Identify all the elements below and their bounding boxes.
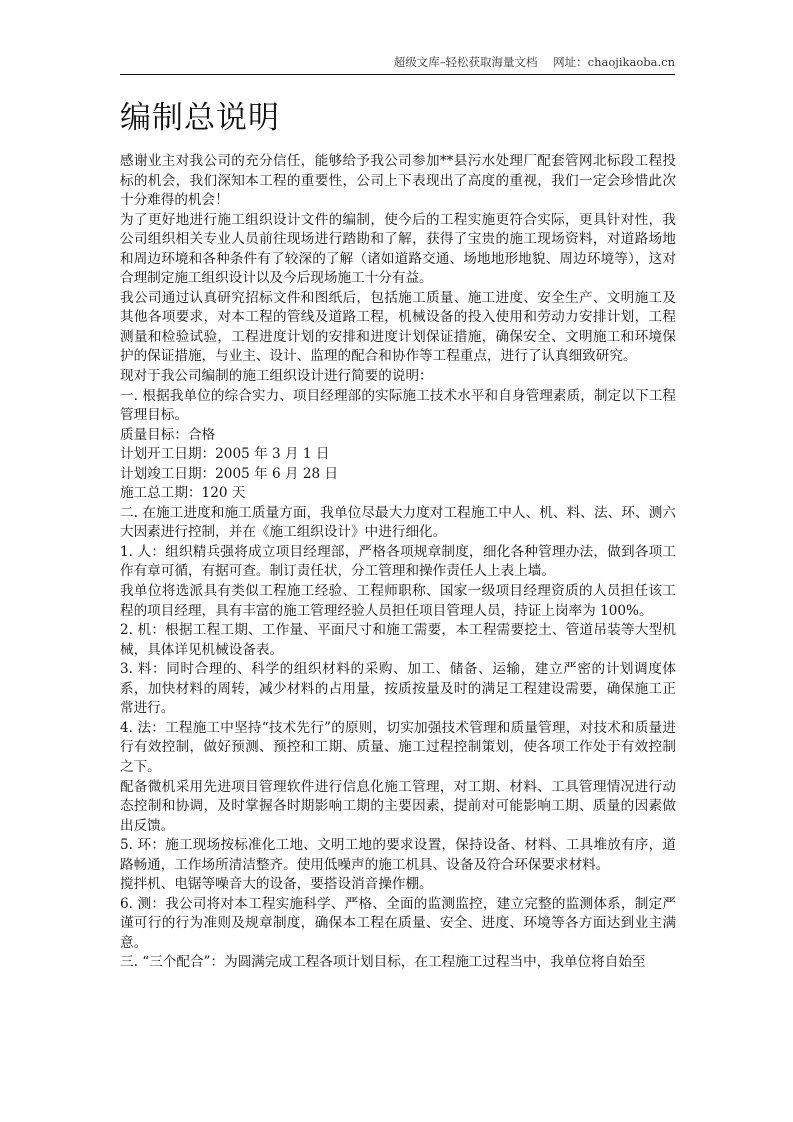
paragraph: 二. 在施工进度和施工质量方面，我单位尽最大力度对工程施工中人、机、料、法、环、测六大因素进行控制，并在《施工组织设计》中进行细化。: [120, 504, 676, 541]
paragraph: 质量目标：合格: [120, 426, 216, 443]
paragraph: 5. 环：施工现场按标准化工地、文明工地的要求设置，保持设备、材料、工具堆放有序，道路畅通，工作场所清洁整齐。使用低噪声的施工机具、设备及符合环保要求材料。: [120, 837, 676, 873]
paragraph: 配备微机采用先进项目管理软件进行信息化施工管理，对工期、材料、工具管理情况进行动态控制和协调，及时掌握各时期影响工期的主要因素，提前对可能影响工期、质量的因素做出反馈。: [120, 778, 676, 834]
paragraph: 1. 人：组织精兵强将成立项目经理部，严格各项规章制度，细化各种管理办法，做到各项工作有章可循，有据可查。制订责任状，分工管理和操作责任人上表上墙。: [120, 543, 676, 580]
paragraph: 我单位将选派具有类似工程施工经验、工程师职称、国家一级项目经理资质的人员担任该工程的项目经理，具有丰富的施工管理经验人员担任项目管理人员，持证上岗率为 100%。: [120, 583, 676, 619]
paragraph: 4. 法：工程施工中坚持“技术先行”的原则，切实加强技术管理和质量管理，对技术和质量进行有效控制，做好预测、预控和工期、质量、施工过程控制策划，使各项工作处于有效控制之下。: [120, 719, 676, 775]
header-site-name: 超级文库–轻松获取海量文档: [393, 55, 538, 69]
header-url: 网址：chaojikaoba.cn: [553, 55, 675, 69]
paragraph: 感谢业主对我公司的充分信任，能够给予我公司参加**县污水处理厂配套管网北标段工程投标的机会，我们深知本工程的重要性，公司上下表现出了高度的重视，我们一定会珍惜此次十分难得的机会！: [120, 153, 676, 209]
paragraph: 计划竣工日期：2005 年 6 月 28 日: [120, 465, 339, 482]
paragraph: 计划开工日期：2005 年 3 月 1 日: [120, 446, 330, 463]
page-header: [120, 54, 675, 75]
paragraph: 现对于我公司编制的施工组织设计进行简要的说明：: [120, 368, 433, 385]
paragraph: 一. 根据我单位的综合实力、项目经理部的实际施工技术水平和自身管理素质，制定以下工程管理目标。: [120, 387, 676, 424]
paragraph: 6. 测：我公司将对本工程实施科学、严格、全面的监测监控，建立完整的监测体系，制定严谨可行的行为准则及规章制度，确保本工程在质量、安全、进度、环境等各方面达到业主满意。: [120, 895, 676, 951]
document-title: 编制总说明: [120, 100, 280, 136]
paragraph: 2. 机：根据工程工期、工作量、平面尺寸和施工需要，本工程需要挖土、管道吊装等大型机械，具体详见机械设备表。: [120, 622, 676, 658]
paragraph: 三. “三个配合”：为圆满完成工程各项计划目标，在工程施工过程当中，我单位将自始至: [120, 954, 646, 971]
paragraph: 施工总工期：120 天: [120, 485, 246, 502]
paragraph: 3. 料：同时合理的、科学的组织材料的采购、加工、储备、运输，建立严密的计划调度体系，加快材料的周转，减少材料的占用量，按质按量及时的满足工程建设需要，确保施工正常进行。: [120, 661, 676, 717]
document-body: [120, 152, 676, 973]
paragraph: 搅拌机、电锯等噪音大的设备，要搭设消音操作棚。: [120, 876, 433, 893]
paragraph: 我公司通过认真研究招标文件和图纸后，包括施工质量、施工进度、安全生产、文明施工及其他各项要求，对本工程的管线及道路工程，机械设备的投入使用和劳动力安排计划，工程测量和检验试验，工程进度计划的安排和进度计划保证措施，确保安全、文明施工和环境保护的保证措施，与业主、设计、监理的配合和协作等工程重点，进行了认真细致研究。: [120, 289, 676, 365]
paragraph: 为了更好地进行施工组织设计文件的编制，使今后的工程实施更符合实际，更具针对性，我公司组织相关专业人员前往现场进行踏勘和了解，获得了宝贵的施工现场资料，对道路场地和周边环境和各种条件有了较深的了解（诸如道路交通、场地地形地貌、周边环境等），这对合理制定施工组织设计以及今后现场施工十分有益。: [120, 211, 676, 287]
